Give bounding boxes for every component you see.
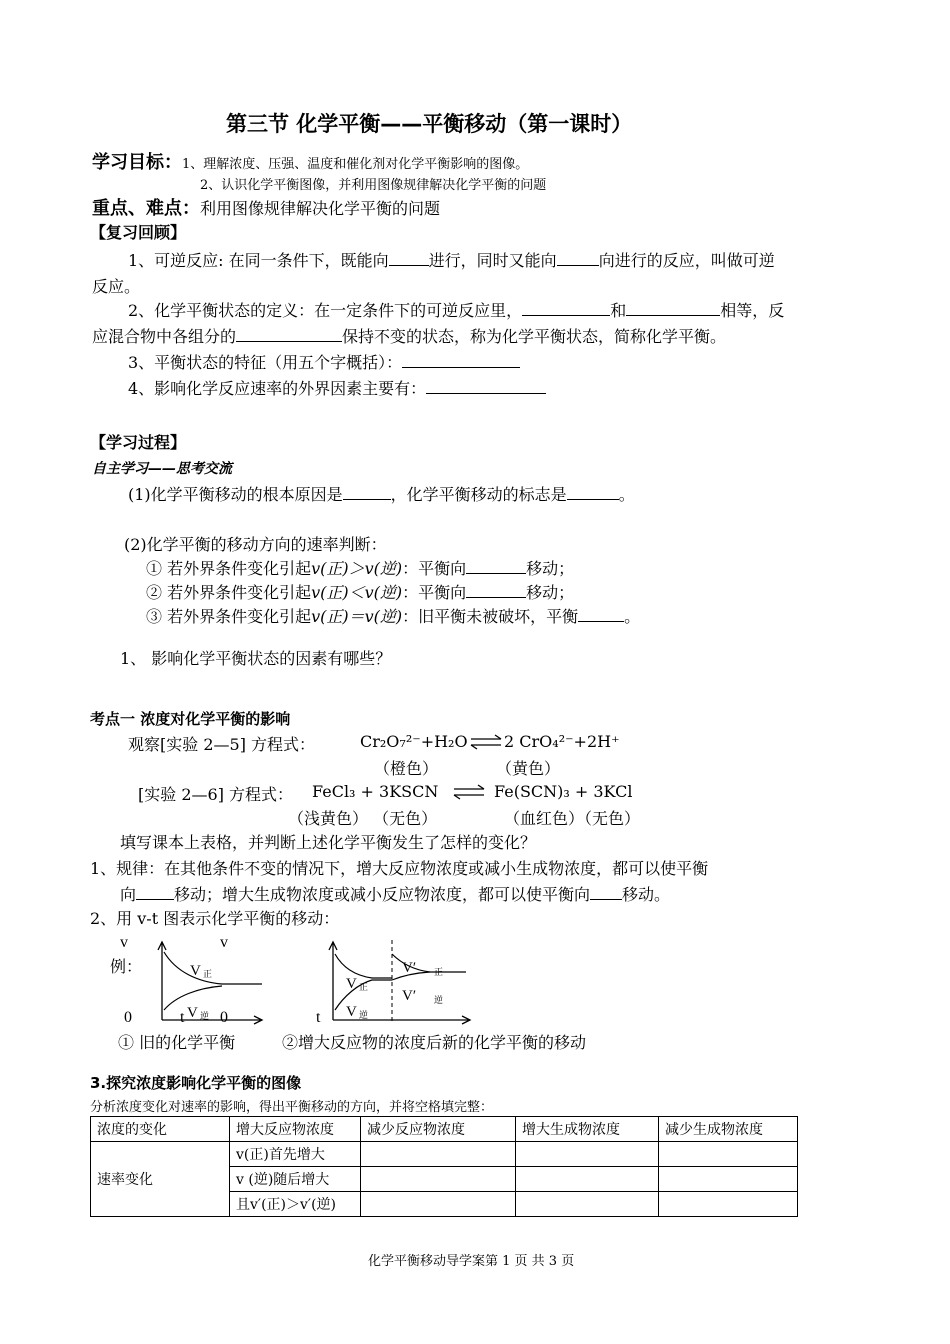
case-1-text-c: 移动； (526, 559, 575, 578)
table-header-cell: 增大反应物浓度 (230, 1117, 361, 1142)
section3-intro: 分析浓度变化对速率的影响，得出平衡移动的方向，并将空格填完整： (90, 1100, 494, 1115)
table-cell-empty[interactable] (516, 1192, 659, 1217)
page-footer: 化学平衡移动导学案第 1 页 共 3 页 (368, 1254, 575, 1269)
process-sub-heading: 自主学习——思考交流 (92, 461, 232, 477)
table-header-cell: 减少生成物浓度 (659, 1117, 798, 1142)
table-cell-empty[interactable] (361, 1192, 516, 1217)
graph1-t-label: t (180, 1009, 185, 1026)
exp2-eq-left: FeCl₃ + 3KSCN (312, 782, 439, 801)
goal-item-2: 2、认识化学平衡图像，并利用图像规律解决化学平衡的问题 (200, 178, 547, 193)
blank[interactable] (389, 249, 429, 266)
process-p1-text-b: ，化学平衡移动的标志是 (390, 485, 567, 504)
review-q1 (128, 248, 775, 271)
graph2-v-label: v (220, 934, 228, 951)
table-cell-empty[interactable] (659, 1192, 798, 1217)
graph2-vprime-zheng: V′ (402, 960, 417, 976)
table-cell-empty[interactable] (659, 1167, 798, 1192)
blank[interactable] (343, 483, 391, 500)
blank[interactable] (236, 325, 342, 342)
graph1-zheng-sub: 正 (203, 969, 213, 979)
graph2-vprime-ni: V′ (402, 988, 417, 1004)
example-label: 例： (110, 959, 143, 976)
review-q2-cont (92, 324, 726, 347)
case-3-text-b: ：旧平衡未被破坏，平衡 (402, 607, 579, 626)
graph1-ni-sub: 逆 (200, 1011, 210, 1021)
exp1-eq-right: 2 CrO₄²⁻+2H⁺ (504, 732, 620, 751)
factors-question: 1、 影响化学平衡状态的因素有哪些？ (120, 649, 392, 668)
table-header-row (91, 1117, 798, 1142)
goals-label: 学习目标： (92, 152, 182, 173)
review-q2-text-a: 2、化学平衡状态的定义：在一定条件下的可逆反应里， (128, 301, 523, 320)
graph1-origin: 0 (124, 1009, 132, 1026)
review-q1-text-b: 进行，同时又能向 (428, 251, 557, 270)
graph1-v-zheng: V (190, 963, 201, 979)
table-cell-empty[interactable] (659, 1142, 798, 1167)
blank[interactable] (466, 581, 526, 598)
exp1-color-right: （黄色） (496, 759, 561, 778)
review-q3-text: 3、平衡状态的特征（用五个字概括）： (128, 353, 403, 372)
table-cell: 且v′(正)＞v′(逆) (230, 1192, 361, 1217)
exp1-label: 观察[实验 2—5] 方程式： (128, 735, 316, 754)
process-case-3 (146, 604, 640, 627)
key-points (92, 194, 440, 220)
case-3-text-a: ③ 若外界条件变化引起 (146, 607, 312, 626)
graph2-forward-curve-old (335, 954, 392, 978)
graph2-caption: ②增大反应物的浓度后新的化学平衡的移动 (282, 1033, 587, 1052)
review-q1-text-a: 1、可逆反应: 在同一条件下，既能向 (128, 251, 389, 270)
graph2-origin: 0 (220, 1009, 228, 1026)
process-p1 (128, 482, 635, 505)
blank[interactable] (466, 557, 526, 574)
exp1-eq-left: Cr₂O₇²⁻+H₂O (360, 732, 468, 751)
graph1-caption: ① 旧的化学平衡 (118, 1033, 236, 1052)
review-q2 (128, 298, 784, 321)
table-header-cell: 增大生成物浓度 (516, 1117, 659, 1142)
table-cell: v(正)首先增大 (230, 1142, 361, 1167)
goals-block (92, 148, 528, 174)
process-case-1 (146, 556, 574, 579)
process-heading: 【学习过程】 (90, 433, 187, 452)
table-header-cell: 浓度的变化 (91, 1117, 230, 1142)
case-2-relation: v(正)＜v(逆) (311, 583, 403, 602)
rule-text-d: 移动。 (622, 885, 671, 904)
blank[interactable] (402, 351, 520, 368)
graph2-vprime-zheng-sub: 正 (434, 967, 444, 977)
exp2-label: [实验 2—6] 方程式： (138, 785, 294, 804)
blank[interactable] (578, 605, 624, 622)
case-1-text-b: ：平衡向 (402, 559, 467, 578)
review-heading: 【复习回顾】 (90, 223, 187, 242)
case-3-text-c: 。 (624, 607, 641, 626)
review-q2-text-d: 应混合物中各组分的 (92, 327, 237, 346)
process-p2: (2)化学平衡的移动方向的速率判断： (124, 535, 387, 554)
kaodian1-heading: 考点一 浓度对化学平衡的影响 (90, 710, 291, 728)
review-q2-text-e: 保持不变的状态，称为化学平衡状态，简称化学平衡。 (342, 327, 727, 346)
table-cell: v (逆)随后增大 (230, 1167, 361, 1192)
graph2-ni-sub: 逆 (359, 1010, 369, 1020)
rule-text-c: 移动；增大生成物浓度或减小反应物浓度，都可以使平衡向 (174, 885, 591, 904)
blank[interactable] (426, 377, 546, 394)
case-3-relation: v(正)＝v(逆) (311, 607, 403, 626)
section3-heading: 3.探究浓度影响化学平衡的图像 (90, 1074, 302, 1092)
rule-text-b: 向 (120, 885, 137, 904)
review-q3 (128, 350, 520, 373)
table-cell-empty[interactable] (516, 1142, 659, 1167)
blank[interactable] (567, 483, 619, 500)
review-q2-text-b: 和 (610, 301, 627, 320)
blank[interactable] (522, 299, 610, 316)
exp2-colors-right: （血红色）（无色） (504, 809, 641, 828)
table-cell-empty[interactable] (361, 1167, 516, 1192)
table-cell-empty[interactable] (516, 1167, 659, 1192)
case-1-relation: v(正)＞v(逆) (311, 559, 403, 578)
graph1-v-ni: V (187, 1005, 198, 1021)
key-points-label: 重点、难点： (92, 198, 200, 219)
graph2-vprime-ni-sub: 逆 (434, 995, 444, 1005)
review-q4-text: 4、影响化学反应速率的外界因素主要有： (128, 379, 427, 398)
graph1-forward-curve (164, 952, 262, 984)
equilibrium-arrow-icon (452, 784, 486, 800)
row-label: 速率变化 (91, 1142, 230, 1217)
blank[interactable] (136, 883, 174, 900)
exp1-color-left: （橙色） (374, 759, 439, 778)
table-row (91, 1142, 798, 1167)
review-q1-text-c: 向进行的反应，叫做可逆 (598, 251, 775, 270)
exp2-eq-right: Fe(SCN)₃ + 3KCl (494, 782, 633, 801)
fill-instruction: 填写课本上表格，并判断上述化学平衡发生了怎样的变化？ (120, 833, 537, 852)
table-header-cell: 减少反应物浓度 (361, 1117, 516, 1142)
process-p1-text-c: 。 (618, 485, 635, 504)
case-1-text-a: ① 若外界条件变化引起 (146, 559, 312, 578)
blank[interactable] (557, 249, 599, 266)
exp2-colors-left: （浅黄色） （无色） (288, 809, 438, 828)
equilibrium-arrow-icon (469, 734, 503, 750)
graph2-v-zheng: V (346, 976, 357, 992)
key-points-text: 利用图像规律解决化学平衡的问题 (200, 199, 441, 218)
vt-title: 2、用 v-t 图表示化学平衡的移动： (90, 909, 340, 928)
review-q4 (128, 376, 546, 399)
process-p1-text-a: (1)化学平衡移动的根本原因是 (128, 485, 343, 504)
rule-line-1: 1、规律：在其他条件不变的情况下，增大反应物浓度或减小生成物浓度，都可以使平衡 (90, 859, 709, 878)
case-2-text-a: ② 若外界条件变化引起 (146, 583, 312, 602)
page-title: 第三节 化学平衡——平衡移动（第一课时） (226, 112, 633, 136)
review-q2-text-c: 相等，反 (720, 301, 785, 320)
case-2-text-b: ：平衡向 (402, 583, 467, 602)
concentration-table (90, 1116, 798, 1217)
graph2-zheng-sub: 正 (359, 982, 369, 992)
rule-line-2 (120, 882, 670, 905)
case-2-text-c: 移动； (526, 583, 575, 602)
graph2-t-label: t (316, 1009, 321, 1026)
vt-graphs (0, 930, 700, 1030)
table-cell-empty[interactable] (361, 1142, 516, 1167)
graph1-v-label: v (120, 934, 128, 951)
blank[interactable] (590, 883, 622, 900)
review-q1-cont: 反应。 (92, 277, 141, 296)
goal-item-1: 1、理解浓度、压强、温度和催化剂对化学平衡影响的图像。 (182, 157, 529, 172)
blank[interactable] (626, 299, 720, 316)
process-case-2 (146, 580, 574, 603)
graph2-v-ni: V (346, 1004, 357, 1020)
